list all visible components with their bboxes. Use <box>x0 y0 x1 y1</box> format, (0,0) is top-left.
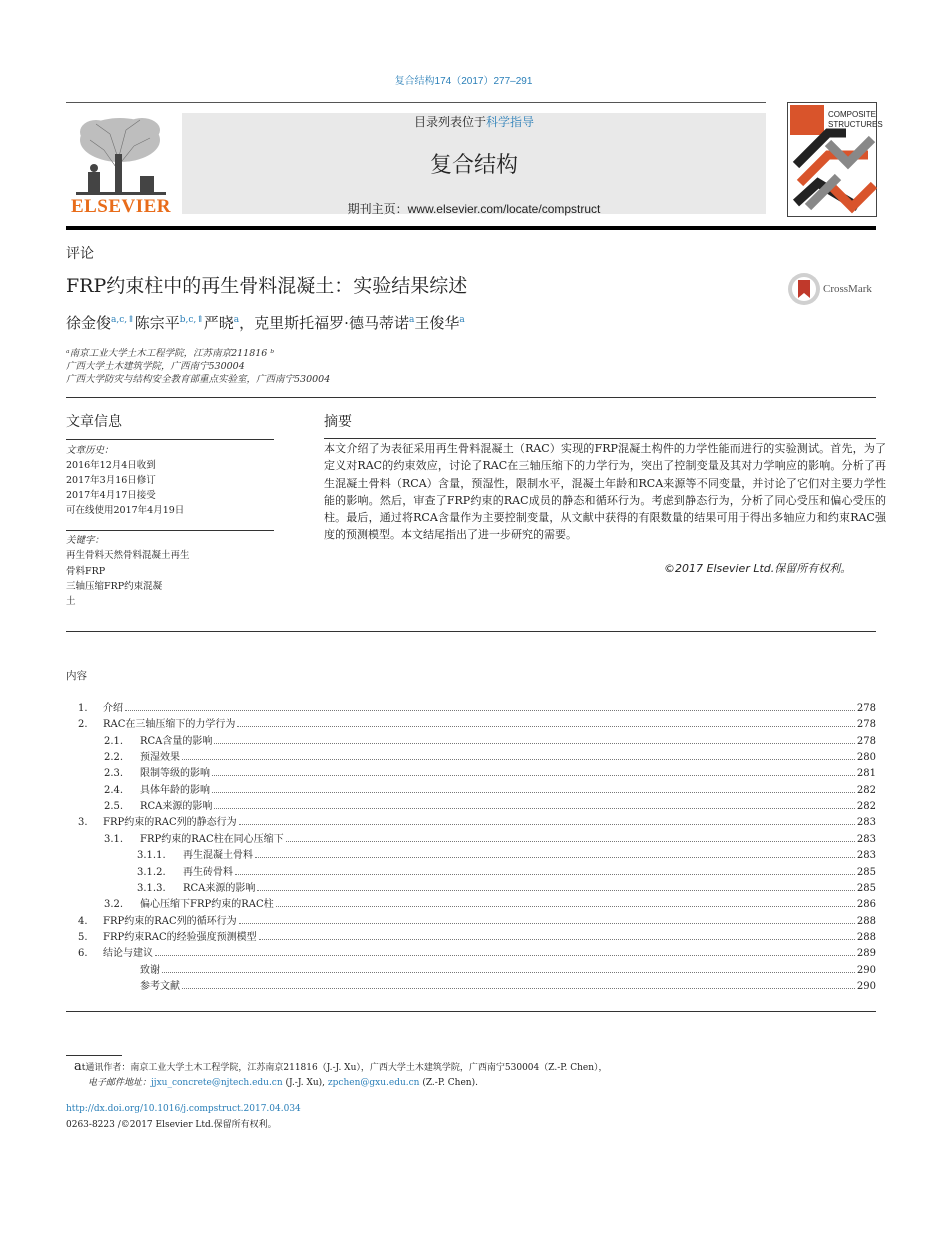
doi-link[interactable]: http://dx.doi.org/10.1016/j.compstruct.2017.04.034 <box>66 1104 301 1114</box>
contents-heading: 内容 <box>66 670 87 682</box>
toc-entry[interactable] <box>66 731 876 747</box>
toc-leader <box>257 890 855 891</box>
toc-leader <box>214 743 855 744</box>
email-owner: (Z.-P. Chen). <box>419 1078 478 1088</box>
toc-label[interactable]: 限制等级的影响 <box>140 768 210 780</box>
toc-page[interactable]: 278 <box>856 703 876 714</box>
toc-label[interactable]: RCA含量的影响 <box>140 735 213 747</box>
header-thick-rule <box>66 226 876 230</box>
toc-page[interactable]: 282 <box>856 784 876 796</box>
toc-number: 6. <box>78 948 88 960</box>
toc-leader <box>239 824 855 825</box>
crossmark-icon <box>787 272 821 306</box>
affiliation: 广西大学防灾与结构安全教育部重点实验室，广西南宁530004 <box>66 374 331 385</box>
crossmark-badge[interactable] <box>787 272 877 306</box>
keyword: 三轴压缩FRP约束混凝 <box>66 581 163 592</box>
toc-number: 1. <box>78 703 88 714</box>
toc-page[interactable]: 288 <box>856 915 876 927</box>
toc-entry[interactable] <box>66 878 876 894</box>
contents-prefix: 目录列表位于 <box>413 115 486 129</box>
toc-leader <box>259 939 855 940</box>
header-divider <box>66 102 766 103</box>
contents-availability <box>182 113 766 130</box>
toc-page[interactable]: 283 <box>856 850 876 862</box>
toc-label[interactable]: FRP约束的RAC柱在同心压缩下 <box>140 833 284 845</box>
journal-homepage <box>182 200 766 217</box>
history-item: 2017年3月16日修订 <box>66 475 156 486</box>
footnote-rule <box>66 1055 122 1056</box>
keyword: 土 <box>66 596 76 607</box>
journal-cover[interactable] <box>787 102 883 217</box>
toc-entry[interactable] <box>66 796 876 812</box>
article-info-divider <box>66 439 274 440</box>
author-name[interactable]: 陈宗平 <box>134 314 180 332</box>
toc-number: 3.1.1. <box>137 850 166 862</box>
toc-number: 3.2. <box>104 899 124 911</box>
toc-leader <box>125 710 855 711</box>
issn-copyright: 0263-8223 /©2017 Elsevier Ltd.保留所有权利。 <box>66 1120 277 1130</box>
toc-label[interactable]: RCA来源的影响 <box>140 801 213 813</box>
email-link[interactable]: zpchen@gxu.edu.cn <box>327 1078 420 1088</box>
toc-entry[interactable] <box>66 714 876 730</box>
history-item: 2017年4月17日接受 <box>66 490 156 501</box>
toc-leader <box>182 988 855 989</box>
abstract-text: 本文介绍了为表征采用再生骨料混凝土（RAC）实现的FRP混凝土构件的力学性能而进行的实验测试。首先，为了定义对RAC的约束效应，讨论了RAC在三轴压缩下的力学行为，突出了控制变量及其对力学响应的影响。分析了再生混凝土骨料（RCA）含量，预湿性，限制水平，混凝土年龄和RCA来源等不同变量，并讨论了它们对主要力学性能的影响。然后，审查了FRP约束的RAC成员的静态和循环行为。考虑到静态行为，分析了同心受压和偏心受压的柱。最后，通过将RCA含量作为主要控制变量，从文献中获得的有限数量的结果可用于得出多轴应力和约束RAC强度的预测模型。本文结尾指出了进一步研究的需要。 <box>324 442 886 542</box>
cover-line2: STRUCTURES <box>828 120 883 129</box>
homepage-link[interactable]: www.elsevier.com/locate/compstruct <box>407 202 601 216</box>
toc-entry[interactable] <box>66 894 876 910</box>
keywords-divider <box>66 530 274 531</box>
email-label: 电子邮件地址： <box>88 1078 152 1088</box>
email-link[interactable]: jjxu_concrete@njtech.edu.cn <box>151 1078 283 1088</box>
affiliation: 广西大学土木建筑学院，广西南宁530004 <box>66 361 245 372</box>
toc-number: 2.1. <box>104 735 124 747</box>
toc-leader <box>239 923 855 924</box>
author-affil-mark[interactable]: b,c,⇑ <box>179 315 204 325</box>
toc-page[interactable]: 285 <box>856 866 876 878</box>
corresponding-text: t通讯作者：南京工业大学土木工程学院，江苏南京211816（J.-J. Xu），广西大学土木建筑学院，广西南宁530004（Z.-P. Chen）， <box>81 1063 608 1073</box>
toc-page[interactable]: 278 <box>856 719 876 731</box>
toc-page[interactable]: 286 <box>856 899 876 911</box>
section-divider <box>66 1011 876 1012</box>
toc-number: 2.5. <box>104 801 124 813</box>
toc-page[interactable]: 282 <box>856 801 876 813</box>
toc-label[interactable]: FRP约束RAC的经验强度预测模型 <box>103 931 257 943</box>
toc-label[interactable]: 偏心压缩下FRP约束的RAC柱 <box>140 899 274 911</box>
toc-number: 5. <box>78 931 88 943</box>
toc-page[interactable]: 283 <box>856 817 876 829</box>
author-name[interactable]: ，克里斯托福罗·德马蒂诺 <box>239 314 409 332</box>
toc-number: 2.2. <box>104 752 124 764</box>
elsevier-logo[interactable] <box>66 110 176 218</box>
toc-leader <box>162 972 855 973</box>
toc-label[interactable]: 致谢 <box>140 964 160 976</box>
tree-icon <box>66 110 176 196</box>
toc-label[interactable]: 再生砖骨料 <box>183 866 233 878</box>
toc-entry[interactable] <box>66 976 876 992</box>
toc-label[interactable]: 结论与建议 <box>103 948 153 960</box>
toc-label[interactable]: FRP约束的RAC列的循环行为 <box>103 915 237 927</box>
toc-page[interactable]: 285 <box>856 882 876 894</box>
abstract-heading: 摘要 <box>324 414 352 430</box>
toc-label[interactable]: RCA来源的影响 <box>183 882 256 894</box>
affiliation: ᵃ南京工业大学土木工程学院，江苏南京211816 ᵇ <box>66 348 275 359</box>
section-divider <box>66 631 876 632</box>
abstract-copyright: ©2017 Elsevier Ltd.保留所有权利。 <box>664 562 852 575</box>
toc-number: 3.1.2. <box>137 866 166 878</box>
article-info-heading: 文章信息 <box>66 414 122 430</box>
author-name[interactable]: 王俊华 <box>414 314 460 332</box>
toc-label[interactable]: RAC在三轴压缩下的力学行为 <box>103 719 236 731</box>
toc-label[interactable]: 预湿效果 <box>140 752 180 764</box>
toc-leader <box>237 726 855 727</box>
journal-title: 复合结构 <box>429 153 518 178</box>
email-owner: (J.-J. Xu), <box>282 1078 328 1088</box>
journal-citation[interactable]: 复合结构174（2017）277–291 <box>394 76 533 87</box>
crossmark-label: CrossMark <box>823 283 872 295</box>
author-name[interactable]: 严晓 <box>203 314 234 332</box>
toc-leader <box>212 775 855 776</box>
author-affil-mark[interactable]: a,c,⇑ <box>111 315 135 325</box>
toc-page[interactable]: 280 <box>856 752 876 764</box>
history-label: 文章历史： <box>66 445 114 456</box>
toc-number: 2. <box>78 719 88 731</box>
history-item: 2016年12月4日收到 <box>66 460 156 471</box>
toc-entry[interactable] <box>66 845 876 861</box>
toc-leader <box>212 792 855 793</box>
toc-number: 4. <box>78 915 88 927</box>
toc-leader <box>155 955 855 956</box>
toc-entry[interactable] <box>66 862 876 878</box>
history-item: 可在线使用2017年4月19日 <box>66 505 185 516</box>
toc-number: 2.4. <box>104 784 124 796</box>
corresponding-author-note <box>74 1059 608 1074</box>
toc-page[interactable]: 290 <box>856 964 876 976</box>
toc-entry[interactable] <box>66 829 876 845</box>
toc-number: 3. <box>78 817 88 829</box>
author-affil-mark[interactable]: a <box>233 315 240 325</box>
toc-entry[interactable] <box>66 911 876 927</box>
toc-number: 3.1.3. <box>137 882 166 894</box>
toc-leader <box>214 808 855 809</box>
toc-number: 3.1. <box>104 833 124 845</box>
toc-entry[interactable] <box>66 812 876 828</box>
abstract-divider <box>324 438 876 439</box>
email-note <box>88 1075 478 1088</box>
toc-entry[interactable] <box>66 763 876 779</box>
toc-leader <box>255 857 855 858</box>
toc-entry[interactable] <box>66 960 876 976</box>
toc-entry[interactable] <box>66 780 876 796</box>
section-divider <box>66 397 876 398</box>
toc-leader <box>182 759 855 760</box>
toc-entry[interactable] <box>66 927 876 943</box>
toc-page[interactable]: 281 <box>856 768 876 780</box>
toc-leader <box>286 841 855 842</box>
keyword: 再生骨料天然骨料混凝土再生 <box>66 550 190 561</box>
toc-number: 2.3. <box>104 768 124 780</box>
sciencedirect-link[interactable]: 科学指导 <box>486 115 535 129</box>
toc-page[interactable]: 288 <box>856 931 876 943</box>
keyword: 骨料FRP <box>66 566 106 577</box>
toc-page[interactable]: 278 <box>856 735 876 747</box>
toc-entry[interactable] <box>66 747 876 763</box>
toc-label[interactable]: 具体年龄的影响 <box>140 784 210 796</box>
toc-page[interactable]: 283 <box>856 833 876 845</box>
toc-label[interactable]: FRP约束的RAC列的静态行为 <box>103 817 237 829</box>
elsevier-wordmark: ELSEVIER <box>70 196 172 217</box>
toc-page[interactable]: 290 <box>856 980 876 992</box>
homepage-label: 期刊主页： <box>347 202 408 216</box>
author-affil-mark[interactable]: a <box>408 315 415 325</box>
toc-label[interactable]: 参考文献 <box>140 980 180 992</box>
author-affil-mark[interactable]: a <box>459 315 465 325</box>
article-title: FRP约束柱中的再生骨料混凝土：实验结果综述 <box>66 275 468 297</box>
toc-leader <box>276 906 855 907</box>
toc-entry[interactable] <box>66 943 876 959</box>
author-list <box>66 312 465 333</box>
toc-leader <box>235 874 855 875</box>
article-type: 评论 <box>66 246 94 262</box>
cover-graphic-icon <box>788 103 883 216</box>
cover-line1: COMPOSITE <box>828 110 877 119</box>
author-name[interactable]: 徐金俊 <box>66 314 112 332</box>
keywords-label: 关键字： <box>66 535 105 546</box>
toc-entry[interactable] <box>66 698 876 714</box>
toc-label[interactable]: 介绍 <box>103 703 123 714</box>
toc-page[interactable]: 289 <box>856 948 876 960</box>
footnote-mark: a <box>74 1059 82 1074</box>
toc-label[interactable]: 再生混凝土骨料 <box>183 850 253 862</box>
